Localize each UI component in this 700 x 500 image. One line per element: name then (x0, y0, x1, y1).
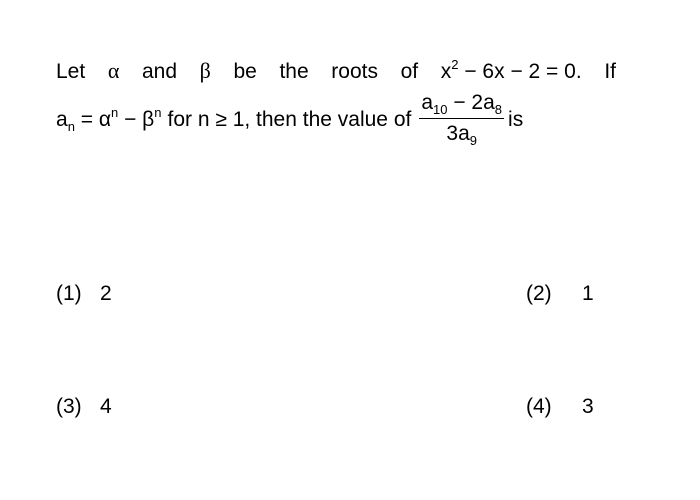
word-roots: roots (331, 60, 378, 83)
alpha-symbol: α (107, 58, 120, 83)
eq-period: . (575, 60, 582, 83)
def-beta-exp: n (154, 105, 162, 120)
option-1-label: (1) (56, 282, 82, 305)
num-sub-10: 10 (433, 101, 448, 117)
option-1[interactable] (56, 282, 112, 306)
num-minus-2a: − 2a (447, 90, 495, 114)
option-1-value: 2 (100, 282, 112, 305)
def-alpha-exp: n (111, 105, 119, 120)
option-4[interactable] (526, 395, 594, 419)
option-3[interactable] (56, 395, 112, 419)
option-2[interactable] (526, 282, 594, 306)
option-2-value: 1 (582, 282, 594, 305)
def-a: a (56, 108, 68, 131)
def-a-sub: n (67, 119, 75, 134)
fraction-expression (419, 91, 504, 146)
word-be: be (233, 60, 257, 83)
condition-text: for n ≥ 1, then the value of (167, 108, 412, 131)
eq-exponent: 2 (451, 57, 459, 72)
den-sub-9: 9 (469, 132, 477, 148)
sequence-definition (56, 105, 162, 134)
option-3-label: (3) (56, 395, 82, 418)
def-minus-beta: − β (118, 108, 155, 131)
eq-x: x (440, 60, 452, 83)
word-let: Let (56, 60, 86, 83)
fraction-denominator (446, 119, 477, 146)
question-line-2 (56, 90, 523, 150)
word-the: the (279, 60, 309, 83)
num-a: a (421, 90, 434, 114)
word-of: of (400, 60, 419, 83)
word-is: is (508, 108, 524, 131)
option-4-value: 3 (582, 395, 594, 418)
fraction-numerator (419, 91, 504, 119)
den-3a: 3a (446, 121, 470, 145)
option-3-value: 4 (100, 395, 112, 418)
eq-rest: − 6x − 2 = 0 (464, 60, 576, 83)
word-and: and (141, 60, 178, 83)
word-if: If (604, 60, 616, 83)
num-sub-8: 8 (494, 101, 503, 117)
quadratic-equation (440, 57, 582, 84)
question-line-1 (56, 58, 616, 84)
beta-symbol: β (199, 58, 211, 83)
def-eq-alpha: = α (74, 108, 111, 131)
option-2-label: (2) (526, 282, 552, 305)
option-4-label: (4) (526, 395, 552, 418)
